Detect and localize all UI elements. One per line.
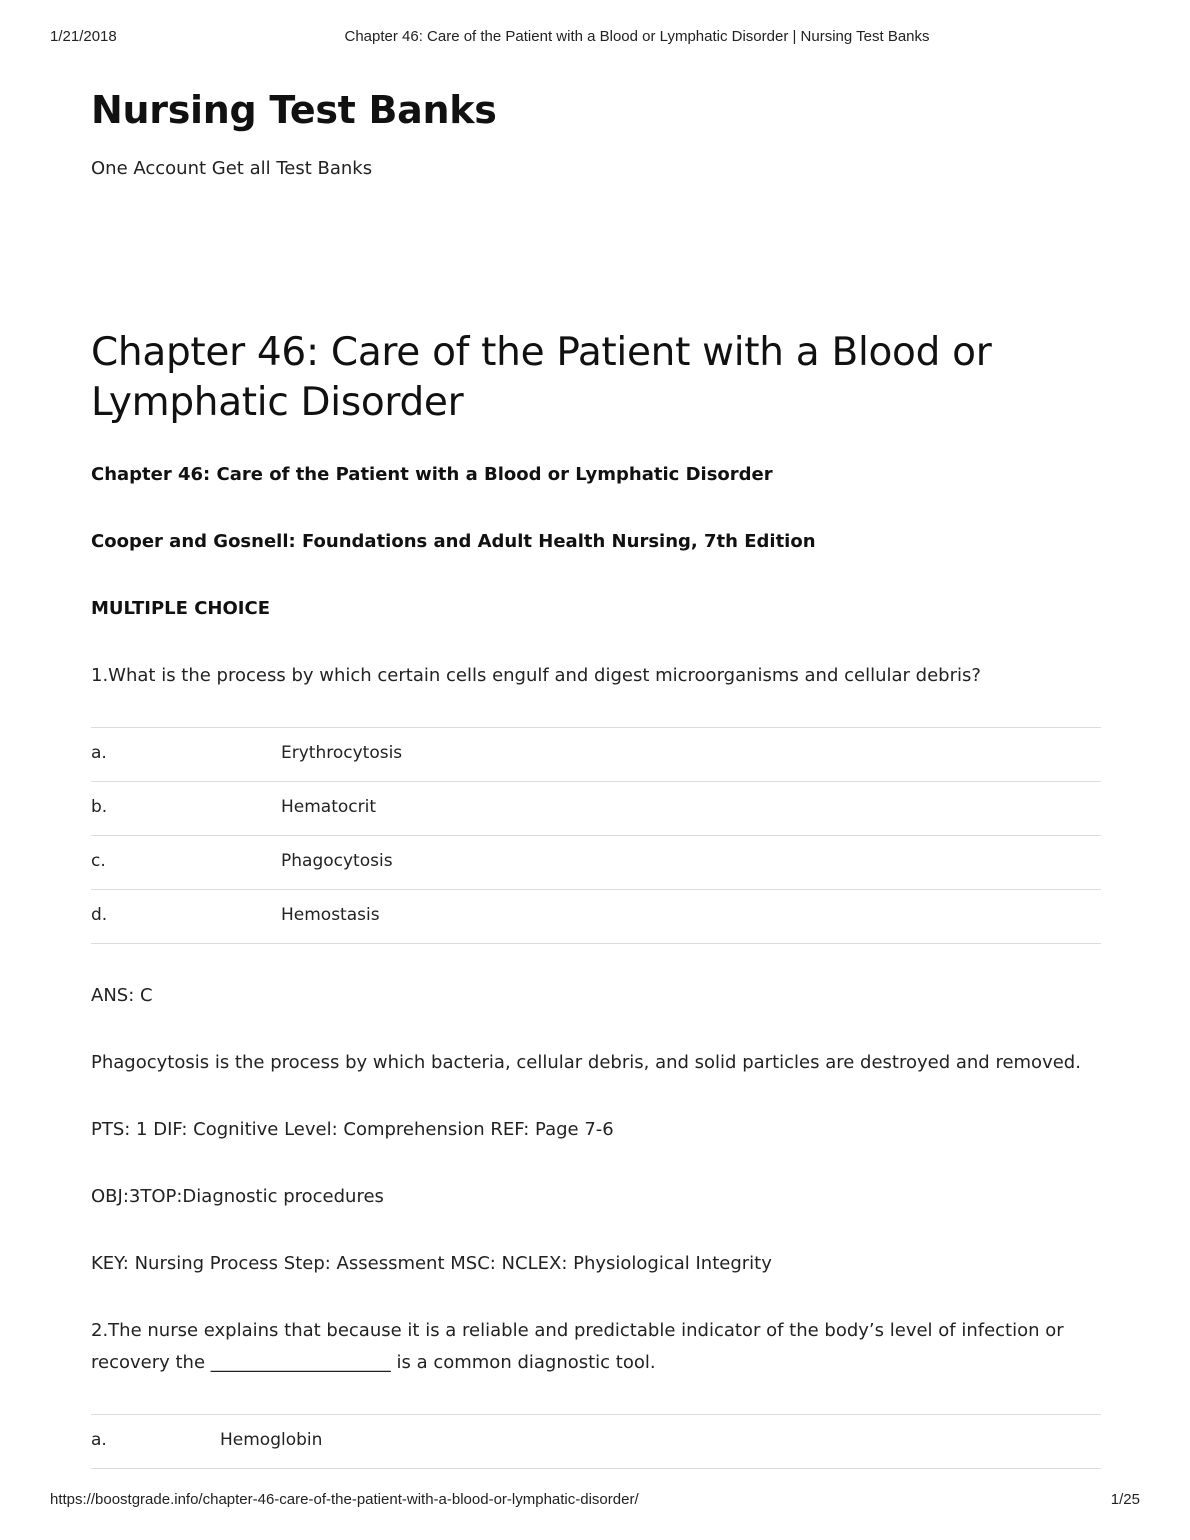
choice-row	[91, 728, 1101, 782]
question-1-pts: PTS: 1 DIF: Cognitive Level: Comprehension REF: Page 7-6	[91, 1119, 614, 1140]
choice-letter: a.	[91, 743, 107, 763]
print-page-number: 1/25	[1110, 1491, 1140, 1508]
choice-row	[91, 1415, 1101, 1469]
question-2-choices	[91, 1414, 1101, 1469]
question-1-obj: OBJ:3TOP:Diagnostic procedures	[91, 1186, 384, 1207]
choice-row	[91, 782, 1101, 836]
choice-row	[91, 890, 1101, 944]
choice-letter: a.	[91, 1430, 107, 1450]
question-2-prompt: 2.The nurse explains that because it is a reliable and predictable indicator of the body’s level of infection or recovery the ____________________ is a common diagnostic tool.	[91, 1320, 1064, 1373]
choice-text: Erythrocytosis	[281, 743, 403, 763]
article-title: Chapter 46: Care of the Patient with a Blood or Lymphatic Disorder	[91, 330, 992, 425]
print-footer	[0, 1491, 1190, 1511]
choice-letter: d.	[91, 905, 108, 925]
print-date: 1/21/2018	[50, 28, 117, 45]
choice-row	[91, 836, 1101, 890]
print-page-title: Chapter 46: Care of the Patient with a Blood or Lymphatic Disorder | Nursing Test Banks	[344, 28, 930, 45]
question-1-answer: ANS: C	[91, 985, 153, 1006]
article-subtitle-book: Cooper and Gosnell: Foundations and Adult Health Nursing, 7th Edition	[91, 531, 816, 552]
site-title[interactable]: Nursing Test Banks	[91, 88, 497, 132]
choice-text: Hemoglobin	[220, 1430, 323, 1450]
choice-text: Phagocytosis	[281, 851, 393, 871]
question-1-rationale: Phagocytosis is the process by which bacteria, cellular debris, and solid particles are destroyed and removed.	[91, 1052, 1081, 1073]
print-url[interactable]: https://boostgrade.info/chapter-46-care-of-the-patient-with-a-blood-or-lymphatic-disorder/	[50, 1491, 639, 1508]
section-label: MULTIPLE CHOICE	[91, 598, 270, 619]
choice-letter: c.	[91, 851, 106, 871]
choice-text: Hematocrit	[281, 797, 377, 817]
site-tagline: One Account Get all Test Banks	[91, 158, 373, 179]
print-header	[0, 28, 1190, 48]
question-1-choices	[91, 727, 1101, 944]
choice-text: Hemostasis	[281, 905, 380, 925]
article-subtitle-chapter: Chapter 46: Care of the Patient with a Blood or Lymphatic Disorder	[91, 464, 773, 485]
question-1-key: KEY: Nursing Process Step: Assessment MSC: NCLEX: Physiological Integrity	[91, 1253, 772, 1274]
choice-letter: b.	[91, 797, 108, 817]
question-1-prompt: 1.What is the process by which certain cells engulf and digest microorganisms and cellular debris?	[91, 665, 981, 686]
